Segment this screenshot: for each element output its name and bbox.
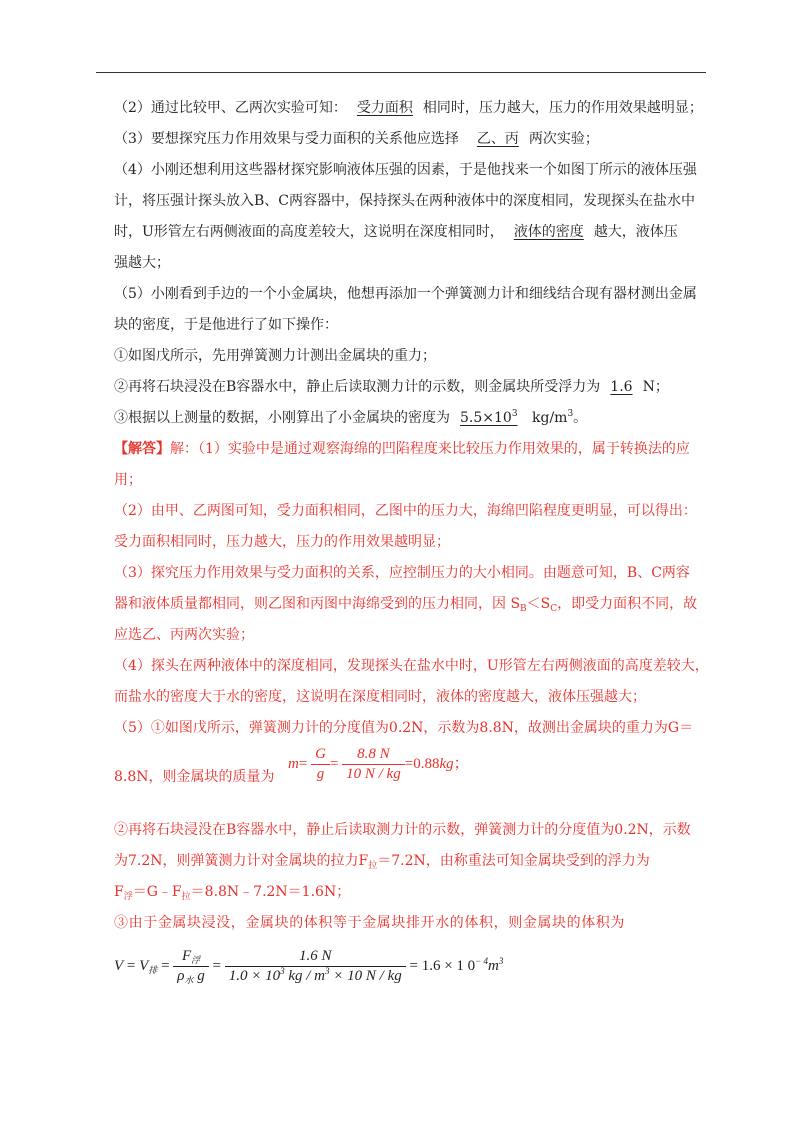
solution-tag: 【解答】 (114, 441, 170, 457)
solution-text: 解：（1）实验中是通过观察海绵的凹陷程度来比较压力作用效果的，属于转换法的应 (170, 441, 690, 457)
q3-text-end: 两次实验； (528, 131, 599, 147)
mass-equation: m= $\frac{G}{g}$ = $\frac{8.8 N}{10 N / kg}$ =0.88kg； (288, 746, 469, 782)
q5-step-2-answer: 1.6 (610, 379, 633, 395)
solution-line-2b: 受力面积相同时，压力越大，压力的作用效果越明显； (114, 534, 450, 550)
q5-line-2: 块的密度，于是他进行了如下操作： (114, 317, 338, 333)
solution-line-6c: $F_浮=G﹣F_拉=8.8N﹣7.2N=1.6N$； (114, 884, 351, 902)
q5-step-2 (114, 377, 669, 397)
solution-line-3c: 应选乙、丙两次实验； (114, 627, 254, 643)
solution-line-6: ②再将石块浸没在B容器水中，静止后读取测力计的示数，弹簧测力计的分度值为0.2N，示数 (114, 822, 691, 838)
solution-line-3: （3）探究压力作用效果与受力面积的关系，应控制压力的大小相同。由题意可知，B、C两容 (114, 565, 690, 581)
q5-step-2-unit: N； (642, 379, 669, 395)
q4-text-end: 越大，液体压 (593, 224, 678, 240)
q2-line (114, 98, 703, 118)
q4-text: 时，U形管左右两侧液面的高度差较大，这说明在深度相同时， (114, 224, 504, 240)
q5-step-1: ①如图戊所示，先用弹簧测力计测出金属块的重力； (114, 348, 436, 364)
q2-text: （2）通过比较甲、乙两次实验可知： (114, 100, 347, 116)
solution-line-1b: 用； (114, 472, 142, 488)
solution-line-4: （4）探头在两种液体中的深度相同，发现探头在盐水中时，U形管左右两侧液面的高度差较大， (114, 658, 709, 674)
volume-equation: $V = V_排$ = $\frac{F_浮}{\rho_水 g}$ = $\frac{1.6 N}{1.0 \times 10^3 kg / m^3 \times 10 N / kg}$ = 1.6 × 1 $0^{- 4}m^3$ (114, 948, 504, 985)
q4-line-1: （4）小刚还想利用这些器材探究影响液体压强的因素，于是他找来一个如图丁所示的液体压强 (114, 162, 697, 178)
solution-line-7: ③由于金属块浸没，金属块的体积等于金属块排开水的体积，则金属块的体积为 (114, 915, 625, 931)
solution-line-1 (114, 439, 690, 459)
q5-step-2-text: ②再将石块浸没在B容器水中，静止后读取测力计的示数，则金属块所受浮力为 (114, 379, 601, 395)
mass-equation-line (114, 766, 275, 788)
q5-step-3-text: ③根据以上测量的数据，小刚算出了小金属块的密度为 (114, 410, 450, 426)
q5-step-3: ③根据以上测量的数据，小刚算出了小金属块的密度为 $5.5\times 10^3$ $kg/m^3$。 (114, 409, 588, 426)
solution-line-3b: 器和液体质量都相同，则乙图和丙图中海绵受到的压力相同，因 $S_B<S_C$，即受力面积不同，故 (114, 596, 698, 614)
header-rule (96, 72, 706, 73)
q3-text: （3）要想探究压力作用效果与受力面积的关系他应选择 (114, 131, 459, 147)
q2-text-end: 相同时，压力越大，压力的作用效果越明显； (422, 100, 703, 116)
mass-equation-text: 8.8N，则金属块的质量为 (114, 769, 275, 785)
q5-line-1: （5）小刚看到手边的一个小金属块，他想再添加一个弹簧测力计和细线结合现有器材测出金属 (114, 286, 697, 302)
q4-line-2: 计，将压强计探头放入B、C两容器中，保持探头在两种液体中的深度相同，发现探头在盐水中 (114, 193, 695, 209)
q4-line-3 (114, 222, 678, 242)
q5-step-3-answer: $5.5\times 10^3$ (460, 409, 518, 426)
q3-answer: 乙、丙 (476, 131, 519, 147)
q3-line (114, 129, 599, 149)
solution-line-4b: 而盐水的密度大于水的密度，这说明在深度相同时，液体的密度越大，液体压强越大； (114, 689, 646, 705)
q5-step-3-unit: kg/m (532, 410, 568, 426)
q4-line-4: 强越大； (114, 255, 170, 271)
q2-answer: 受力面积 (356, 100, 413, 116)
solution-line-2: （2）由甲、乙两图可知，受力面积相同，乙图中的压力大，海绵凹陷程度更明显，可以得出： (114, 503, 697, 519)
q4-answer: 液体的密度 (513, 224, 584, 240)
solution-line-6b: 为7.2N，则弹簧测力计对金属块的拉力$F_拉=7.2N$，由称重法可知金属块受到的浮力为 (114, 853, 650, 871)
solution-line-5: （5）①如图戊所示，弹簧测力计的分度值为0.2N，示数为8.8N，故测出金属块的重力为G＝ (114, 720, 694, 736)
